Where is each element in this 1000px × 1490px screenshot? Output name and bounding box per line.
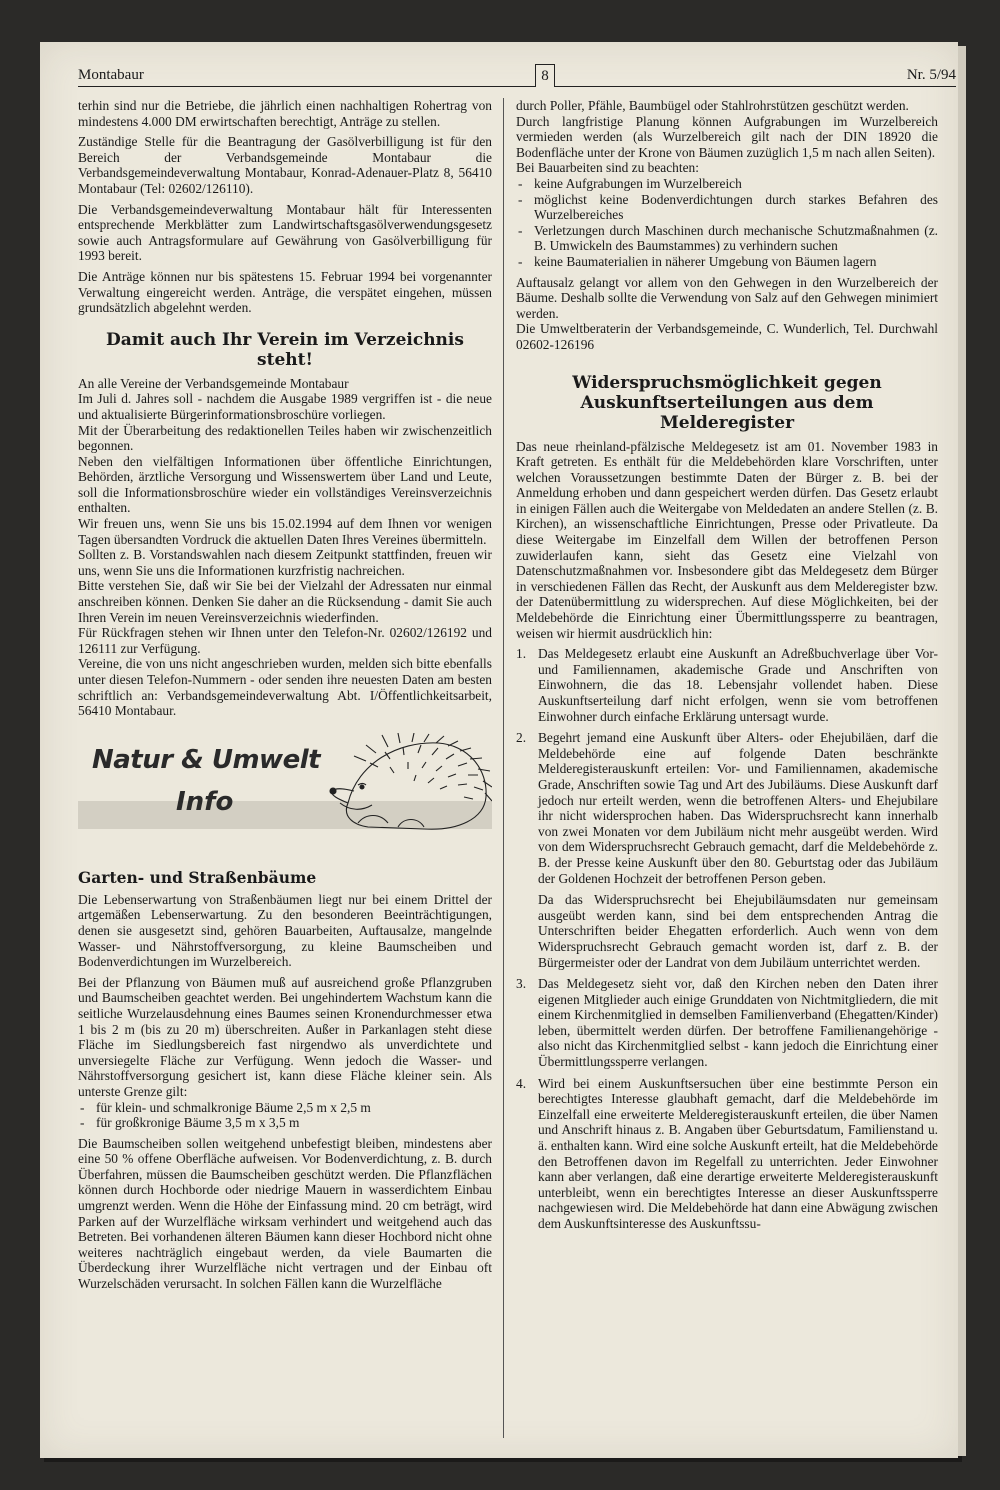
list-item: - Verletzungen durch Maschinen durch mechanische Schutzmaßnahmen (z. B. Umwickeln des Baumstammes) zu verhindern suchen <box>516 223 938 254</box>
garten-paragraph: Bei der Pflanzung von Bäumen muß auf ausreichend große Pflanzgruben und Baumscheiben geachtet werden. Bei ungehindertem Wachstum kann die seitliche Wurzelausdehnung eines Baumes seinen Kronendurchmesser etwa 1 bis 2 m (bis zu 20 m) überschreiten. Außer in Parkanlagen steht diese Fläche im Siedlungsbereich fast nirgendwo als unverdichtete und unversiegelte Fläche zur Verfügung. Wenn jedoch die Wasser- und Nährstoffversorgung gesichert ist, kann diese Fläche kleiner sein. Als unterste Grenze gilt: <box>78 974 492 1099</box>
verein-paragraph: Für Rückfragen stehen wir Ihnen unter den Telefon-Nr. 02602/126192 und 126111 zur Verfügung. <box>78 625 492 656</box>
list-item <box>516 976 938 1070</box>
issue-number: Nr. 5/94 <box>906 67 956 83</box>
item-text: Das Meldegesetz sieht vor, daß den Kirchen neben den Daten ihrer eigenen Mitglieder auch einige Grunddaten von Nichtmitgliedern, die mit einem Kirchenmitglied in demselben Familienverband (Ehegatten/Kinder) leben, übermittelt werden dürfen. Der betroffene Familienangehörige - also nicht das Kirchenmitglied selbst - kann jedoch die Einrichtung einer Übermittlungssperre verlangen. <box>538 976 938 1070</box>
page-number: 8 <box>535 64 555 87</box>
intro-paragraph: Zuständige Stelle für die Beantragung der Gasölverbilligung ist für den Bereich der Verbandsgemeinde Montabaur die Verbandsgemeindeverwaltung Montabaur, Konrad-Adenauer-Platz 8, 56410 Montabaur (Tel: 02602/126110). <box>78 134 492 196</box>
item-text: Begehrt jemand eine Auskunft über Alters- oder Ehejubiläen, darf die Meldebehörde eine auf folgende Daten beschränkte Melderegisterauskunft erteilen: Vor- und Familiennamen, akademische Grade, Anschriften sowie Tag und Art des Jubiläums. Diese Auskunft darf jedoch nur erteilt werden, wenn die betroffenen Alters- und Ehejubilare ihr nicht widersprochen haben. Das Widerspruchsrecht kann innerhalb von zwei Monaten vor dem Jubiläum nicht mehr ausgeübt werden. Wird von dem Widerspruchsrecht Gebrauch gemacht, darf die Meldebehörde z. B. der Presse keine Auskunft über den 80. Geburtstag oder das Jubiläum der Goldenen Hochzeit der betroffenen Person geben. <box>538 730 938 886</box>
garten-paragraph: Die Lebenserwartung von Straßenbäumen liegt nur bei einem Drittel der artgemäßen Lebenserwartung. Zu den besonderen Beeinträchtigungen, denen sie ausgesetzt sind, gehören Bauarbeiten, Auftausalze, mangelnde Wasser- und Nährstoffversorgung, zu kleine Baumscheiben und Bodenverdichtungen im Wurzelbereich. <box>78 891 492 970</box>
logo-title: Natur & Umwelt <box>92 744 321 775</box>
list-item: - keine Baumaterialien in näherer Umgebung von Bäumen lagern <box>516 254 938 270</box>
right-column <box>516 98 938 1238</box>
tree-size-list <box>78 1100 492 1131</box>
list-item: - möglichst keine Bodenverdichtungen durch starkes Befahren des Wurzelbereiches <box>516 192 938 223</box>
garten-paragraph: Die Baumscheiben sollen weitgehend unbefestigt bleiben, mindestens aber eine 50 % offene Oberfläche aufweisen. Vor Bodenverdichtung, z. B. durch Überfahren, müssen die Baumscheiben geschützt werden. Die Pflanzflächen können durch Hochborde oder niedrige Mauern in wasserdichtem Einbau umgrenzt werden. Wenn die Höhe der Einfassung mind. 20 cm beträgt, wird Parken auf der Wurzelfläche wirksam verhindert und weitgehend auch das Betreten. Bei vorhandenen älteren Bäumen kann dieser Hochbord nicht ohne weiteres nachträglich eingebaut werden, da viele Baumarten die Überdeckung ihrer Wurzelfläche nicht vertragen und der Einbau oft Wurzelschäden verursacht. In solchen Fällen kann die Wurzelfläche <box>78 1135 492 1292</box>
logo-info: Info <box>176 786 234 817</box>
list-item <box>516 1076 938 1232</box>
verein-heading: Damit auch Ihr Verein im Verzeichnis steht! <box>106 329 464 370</box>
page-header <box>78 64 956 87</box>
newspaper-page <box>40 42 958 1458</box>
item-number: 1. <box>516 646 527 662</box>
verein-paragraph: Vereine, die von uns nicht angeschrieben wurden, melden sich bitte ebenfalls unter diesen Telefon-Nummern - oder senden ihre neuesten Daten am besten schriftlich an: Verbandsgemeindeverwaltung Abt. I/Öffentlichkeitsarbeit, 56410 Montabaur. <box>78 656 492 719</box>
intro-paragraph: Die Anträge können nur bis spätestens 15. Februar 1994 bei vorgenannter Verwaltung eingereicht werden. Anträge, die verspätet eingehen, müssen grundsätzlich abgelehnt werden. <box>78 268 492 316</box>
list-item <box>516 730 938 970</box>
list-item: - für klein- und schmalkronige Bäume 2,5 m x 2,5 m <box>78 1100 492 1116</box>
construction-list <box>516 176 938 270</box>
verein-paragraph: Neben den vielfältigen Informationen über öffentliche Einrichtungen, Behörden, ärztliche Versorgung und Wissenswertem über Land und Leute, soll die Informationsbroschüre wieder ein vollständiges Vereinsverzeichnis enthalten. <box>78 453 492 516</box>
item-number: 3. <box>516 976 527 992</box>
item-text: Das Meldegesetz erlaubt eine Auskunft an Adreßbuchverlage über Vor- und Familiennamen, akademische Grade und Anschriften von Einwohnern, die das 18. Lebensjahr vollendet haben. Diese Auskunftserteilung darf nicht erfolgen, wenn sie vom betroffenen Einwohner durch einfache Erklärung untersagt wurde. <box>538 646 938 724</box>
continued-paragraph: Auftausalz gelangt vor allem von den Gehwegen in den Wurzelbereich der Bäume. Deshalb sollte die Verwendung von Salz auf den Gehwegen minimiert werden. <box>516 274 938 321</box>
natur-umwelt-logo <box>78 744 492 863</box>
garten-heading: Garten- und Straßenbäume <box>78 867 317 887</box>
item-text-extra: Da das Widerspruchsrecht bei Ehejubiläumsdaten nur gemeinsam ausgeübt werden kann, sind bei dem entsprechenden Antrag die Unterschriften beider Ehegatten erforderlich. Auch wenn von dem Widerspruchsrecht Gebrauch gemacht worden ist, darf z. B. der Bürgermeister oder der Landrat von dem Jubiläum unterrichtet werden. <box>538 892 938 970</box>
verein-paragraph: Wir freuen uns, wenn Sie uns bis 15.02.1994 auf dem Ihnen vor wenigen Tagen übersandten Vordruck die aktuellen Daten Ihres Vereines übermitteln. <box>78 516 492 547</box>
verein-paragraph: Im Juli d. Jahres soll - nachdem die Ausgabe 1989 vergriffen ist - die neue und aktualisierte Bürgerinformationsbroschüre vorliegen. <box>78 391 492 422</box>
widerspruch-heading: Widerspruchsmöglichkeit gegen Auskunftserteilungen aus dem Melderegister <box>572 372 882 433</box>
left-column <box>78 98 492 1297</box>
verein-paragraph: Bitte verstehen Sie, daß wir Sie bei der Vielzahl der Adressaten nur einmal anschreiben können. Denken Sie daher an die Rücksendung - damit Sie auch Ihren Verein im neuen Vereinsverzeichnis wiederfinden. <box>78 578 492 625</box>
item-number: 2. <box>516 730 527 746</box>
hedgehog-icon <box>328 733 492 837</box>
header-town: Montabaur <box>78 67 144 83</box>
continued-paragraph: durch Poller, Pfähle, Baumbügel oder Stahlrohrstützen geschützt werden. <box>516 98 909 113</box>
page-edge <box>958 46 966 1456</box>
list-item <box>516 646 938 724</box>
intro-paragraph: Die Verbandsgemeindeverwaltung Montabaur hält für Interessenten entsprechende Merkblätter zum Landwirtschaftsgasölverwendungsgesetz sowie auch Antragsformulare auf Gewährung von Gasölverbilligung für 1993 bereit. <box>78 201 492 264</box>
continued-paragraph: Bei Bauarbeiten sind zu beachten: <box>516 160 699 176</box>
item-number: 4. <box>516 1075 527 1091</box>
continued-paragraph: Durch langfristige Planung können Aufgrabungen im Wurzelbereich vermieden werden (als Wurzelbereich gilt nach der DIN 18920 die Bodenfläche unter der Krone von Bäumen zuzüglich 1,5 m nach allen Seiten). <box>516 113 938 160</box>
item-text: Wird bei einem Auskunftsersuchen über eine bestimmte Person ein berechtigtes Interesse glaubhaft gemacht, darf die Meldebehörde im Einzelfall eine erweiterte Melderegisterauskunft erteilen, die über Namen und Anschrift hinaus z. B. Angaben über Geburtsdatum, Familienstand u. ä. enthalten kann. Wird eine solche Auskunft erteilt, hat die Meldebehörde den Betroffenen davon im Regelfall zu unterrichten. Jeder Einwohner kann aber verlangen, daß eine derartige erweiterte Melderegisterauskunft unterbleibt, wenn ein berechtigtes Interesse an dieser Auskunftssperre nachgewiesen wird. Die Meldebehörde hat dann eine Abwägung zwischen dem Auskunftsinteresse des Auskunftssu- <box>538 1075 938 1231</box>
verein-paragraph: Mit der Überarbeitung des redaktionellen Teiles haben wir zwischenzeitlich begonnen. <box>78 422 492 454</box>
widerspruch-intro: Das neue rheinland-pfälzische Meldegesetz ist am 01. November 1983 in Kraft getreten. Es enthält für die Meldebehörden klare Vorschriften, unter welchen Voraussetzungen bestimmte Daten der Bürger z. B. bei der Anmeldung erhoben und dann gespeichert werden dürfen. Das Gesetz erlaubt in einigen Fällen auch die Weitergabe von Meldedaten an andere Stellen (z. B. Kirchen), an wissenschaftliche Einrichtungen, Presse oder Privatleute. Da diese Weitergabe im Einzelfall dem Willen der betroffenen Person zuwiderlaufen kann, sieht das Gesetz eine Vielzahl von Datenschutzmaßnahmen vor. Insbesondere gibt das Meldegesetz dem Bürger in verschiedenen Fällen das Recht, der Auskunft aus dem Melderegister bzw. der Datenübermittlung zu widersprechen. Auf diese Möglichkeiten, bei der Meldebehörde die Einrichtung einer Übermittlungssperre zu beantragen, weisen wir hiermit ausdrücklich hin: <box>516 438 938 641</box>
column-divider <box>503 98 504 1438</box>
verein-paragraph: Sollten z. B. Vorstandswahlen nach diesem Zeitpunkt stattfinden, freuen wir uns, wenn Sie uns die Informationen kurzfristig nachreichen. <box>78 547 492 578</box>
list-item: - für großkronige Bäume 3,5 m x 3,5 m <box>78 1115 492 1131</box>
list-item: - keine Aufgrabungen im Wurzelbereich <box>516 176 938 192</box>
verein-paragraph: An alle Vereine der Verbandsgemeinde Montabaur <box>78 375 349 391</box>
continued-paragraph: Die Umweltberaterin der Verbandsgemeinde, C. Wunderlich, Tel. Durchwahl 02602-126196 <box>516 321 938 352</box>
widerspruch-list <box>516 646 938 1231</box>
intro-paragraph: terhin sind nur die Betriebe, die jährlich einen nachhaltigen Rohertrag von mindestens 4.000 DM erwirtschaften berechtigt, Anträge zu stellen. <box>78 98 492 129</box>
